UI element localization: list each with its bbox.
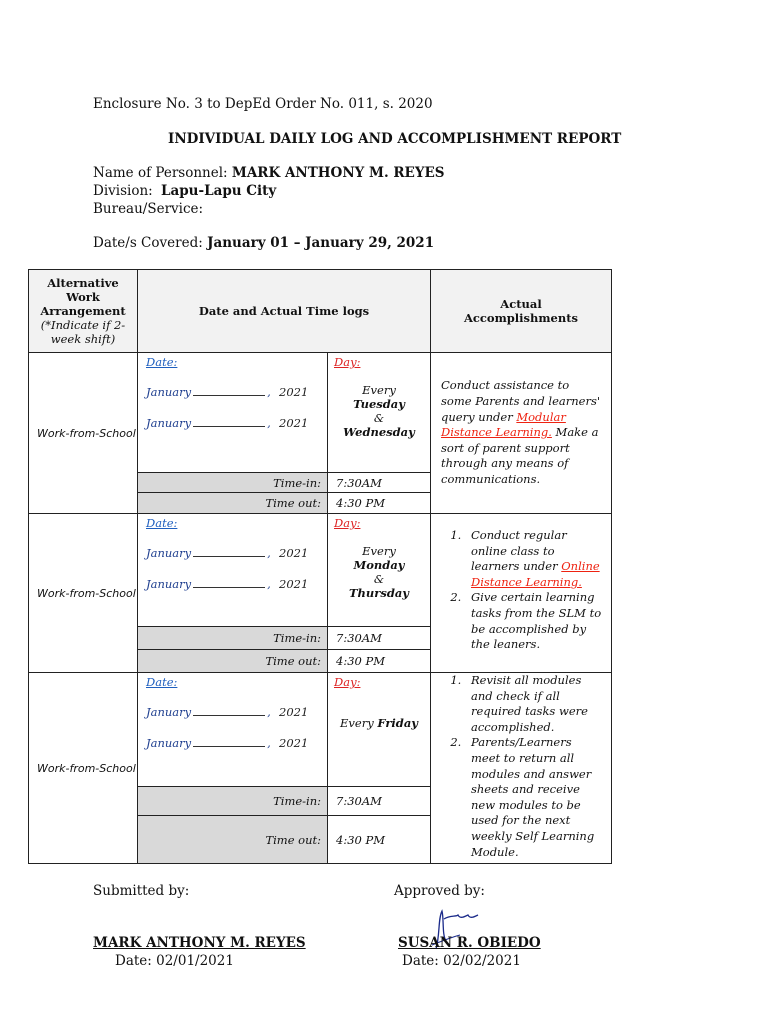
arrangement-cell: Work-from-School (29, 353, 138, 514)
date-line: January , 2021 (146, 416, 309, 430)
report-title: INDIVIDUAL DAILY LOG AND ACCOMPLISHMENT REPORT (168, 131, 622, 147)
list-item: 2. Give certain learning tasks from the SLM to be accomplished by the leaners. (465, 590, 603, 652)
list-item: 1. Revisit all modules and check if all required tasks were accomplished. (465, 673, 603, 735)
arrangement-cell: Work-from-School (29, 514, 138, 673)
dates-covered-value: January 01 – January 29, 2021 (207, 235, 435, 251)
timeout-value: 4:30 PM (328, 650, 431, 673)
timelogs-header: Date and Actual Time logs (138, 270, 431, 353)
date-cell (138, 353, 328, 473)
date-line: January , 2021 (146, 736, 309, 750)
division-label: Division: (93, 183, 153, 199)
enclosure-line: Enclosure No. 3 to DepEd Order No. 011, s. 2020 (93, 96, 433, 112)
arrangement-cell: Work-from-School (29, 673, 138, 864)
day-cell (328, 673, 431, 787)
date-label: Date: (146, 516, 178, 530)
date-label: Date: (146, 675, 178, 689)
bureau-line (93, 201, 203, 217)
bureau-label: Bureau/Service: (93, 201, 204, 217)
list-item: 1. Conduct regular online class to learners under Online Distance Learning. (465, 528, 603, 590)
dates-covered-line (93, 235, 434, 251)
arrangement-header: Alternative Work Arrangement (*Indicate if 2-week shift) (29, 270, 138, 353)
approved-label: Approved by: (394, 883, 485, 899)
dates-covered-label: Date/s Covered: (93, 235, 203, 251)
day-cell (328, 514, 431, 627)
date-line: January , 2021 (146, 577, 309, 591)
table-row (29, 673, 612, 787)
submitted-date: Date: 02/01/2021 (115, 953, 234, 969)
personnel-line (93, 165, 445, 181)
list-item: 2. Parents/Learners meet to return all modules and answer sheets and receive new modules to be used for the next weekly Self Learning Module. (465, 735, 603, 860)
table-row (29, 514, 612, 627)
submitted-label: Submitted by: (93, 883, 190, 899)
timeout-label: Time out: (138, 650, 328, 673)
date-cell (138, 514, 328, 627)
table-header-row (29, 270, 612, 353)
approved-date: Date: 02/02/2021 (402, 953, 521, 969)
timeout-value: 4:30 PM (328, 493, 431, 514)
accomplishment-cell (431, 673, 612, 864)
timein-value: 7:30AM (328, 787, 431, 816)
day-label: Day: (334, 675, 361, 689)
log-table (28, 269, 612, 864)
personnel-label: Name of Personnel: (93, 165, 228, 181)
day-schedule: Every Tuesday & Wednesday (343, 383, 415, 439)
timein-label: Time-in: (138, 787, 328, 816)
personnel-name: MARK ANTHONY M. REYES (231, 165, 445, 181)
day-cell (328, 353, 431, 473)
timein-label: Time-in: (138, 627, 328, 650)
division-value: Lapu-Lapu City (161, 183, 277, 199)
timein-value: 7:30AM (328, 473, 431, 493)
timeout-label: Time out: (138, 493, 328, 514)
approved-name: SUSAN R. OBIEDO (398, 935, 541, 951)
timeout-value: 4:30 PM (328, 816, 431, 864)
day-schedule: Every Friday (340, 716, 418, 730)
date-line: January , 2021 (146, 546, 309, 560)
table-row (29, 353, 612, 473)
date-line: January , 2021 (146, 385, 309, 399)
timein-value: 7:30AM (328, 627, 431, 650)
day-label: Day: (334, 355, 361, 369)
submitted-name: MARK ANTHONY M. REYES (93, 935, 306, 951)
accomplishment-cell: Conduct assistance to some Parents and learners' query under Modular Distance Learning. Make a sort of parent support through any means of communications. (431, 353, 612, 514)
timeout-label: Time out: (138, 816, 328, 864)
day-label: Day: (334, 516, 361, 530)
date-cell (138, 673, 328, 787)
accomplishments-header: Actual Accomplishments (431, 270, 612, 353)
accomplishment-cell (431, 514, 612, 673)
timein-label: Time-in: (138, 473, 328, 493)
date-line: January , 2021 (146, 705, 309, 719)
division-line (93, 183, 276, 199)
arrangement-note: (*Indicate if 2-week shift) (40, 318, 126, 346)
date-label: Date: (146, 355, 178, 369)
day-schedule: Every Monday & Thursday (349, 544, 409, 600)
